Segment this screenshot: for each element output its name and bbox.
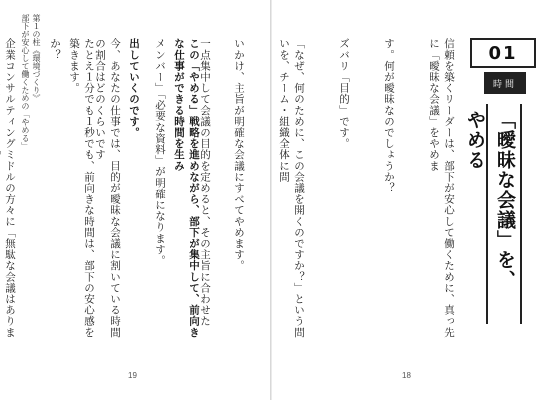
paragraph: 今、あなたの仕事では、目的が曖昧な会議に割いている時間の割合はどのくらいです (94, 38, 121, 338)
paragraph: メンバー」「必要な資料」が明確になります。 (154, 38, 166, 266)
chapter-number-badge: 01 (470, 38, 536, 68)
chapter-title-line2: やめる (464, 110, 486, 170)
chapter-title (464, 110, 520, 320)
paragraph: 「なぜ、何のために、この会議を開くのですか？」という問いを、チーム・組織全体に問 (278, 38, 305, 338)
running-head-line2: 部下が安心して働くための「やめる」 (21, 14, 30, 150)
paragraph: す。何が曖昧なのでしょうか？ (383, 38, 395, 194)
running-head-line1: 第１の柱《環境づくり》 (32, 14, 41, 102)
paragraph: たとえ１分でも１秒でも、前向きな時間は、部下の安心感を築きます。 (68, 38, 95, 338)
chapter-category-label: 時間 (484, 72, 526, 94)
paragraph: 企業コンサルティングミドルの方々に「無駄な会議はありま (4, 38, 16, 338)
paragraph: いかけ、主旨が明確な会議にすべてやめます。 (233, 38, 245, 272)
paragraph: ズバリ「目的」です。 (338, 38, 350, 149)
chapter-title-line1: 「曖昧な会議」を、 (494, 110, 516, 290)
paragraph: 信頼を築くリーダーは、部下が安心して働くために、真っ先に「曖昧な会議」をやめま (428, 38, 455, 338)
page-number: 18 (402, 371, 411, 380)
paragraph-emphasis: この「やめる」戦略を進めながら、部下が集中して、前向きな仕事ができる時間を生み (173, 38, 200, 338)
paragraph: か？ (49, 38, 61, 61)
page-number: 19 (128, 371, 137, 380)
paragraph-emphasis: 出していくのです。 (128, 38, 140, 138)
paragraph: 一点集中して会議の目的を定めると、その主旨に合わせた (199, 38, 211, 327)
